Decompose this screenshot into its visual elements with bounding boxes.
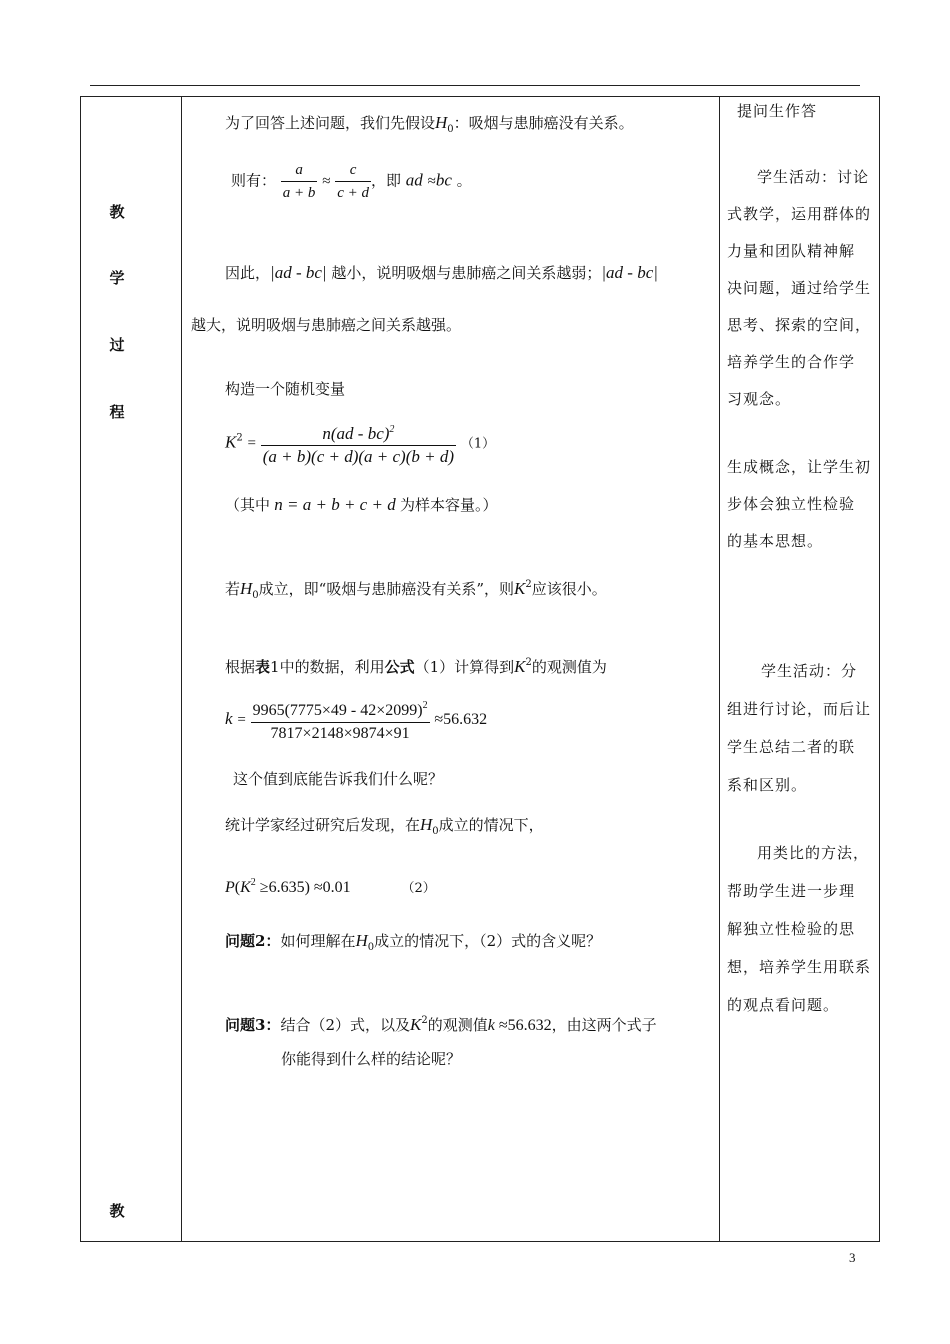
para-compute: 根据表1中的数据，利用公式（1）计算得到$K^2$的观测值为	[225, 657, 607, 676]
para-ratio: 则有： $\frac{a}{a + b}$ ≈ $\frac{c}{c + d}$ ，即 ad ≈bc 。	[231, 159, 472, 204]
question-2: 问题2：如何理解在$H_0$成立的情况下，（2）式的含义呢？	[225, 931, 602, 953]
header-rule	[90, 85, 860, 86]
right-note-1-line-6: 培养学生的合作学	[727, 353, 856, 371]
left-char-1: 教	[109, 203, 125, 221]
formula-k-value: k = $\frac{9965(7775\times 49 - 42\times 2099)^2}{7817\times 2148\times 9874\times 91}$ ≈56.632	[225, 695, 487, 745]
right-note-3-line-1: 学生活动：分	[761, 662, 858, 680]
para-hypothesis: 为了回答上述问题，我们先假设$H_0$：吸烟与患肺癌没有关系。	[225, 113, 634, 135]
right-note-2-line-2: 步体会独立性检验	[727, 495, 856, 513]
lesson-table	[80, 96, 880, 1242]
right-note-1-line-5: 思考、探索的空间，	[727, 316, 872, 334]
right-note-1-line-2: 式教学，运用群体的	[727, 205, 872, 223]
column-divider-2	[719, 97, 720, 1241]
right-note-3-line-4: 系和区别。	[727, 776, 808, 794]
formula-probability: $P(K^2 \ge 6.635) \approx 0.01$ （2）	[225, 877, 436, 896]
para-sample-size: （其中 n = a + b + c + d 为样本容量。）	[225, 495, 498, 514]
para-if-h0: 若$H_0$成立，即“吸烟与患肺癌没有关系”，则$K^2$应该很小。	[225, 579, 607, 601]
right-note-2-line-3: 的基本思想。	[727, 532, 824, 550]
right-note-4-line-4: 想，培养学生用联系	[727, 958, 872, 976]
question-3-line2: 你能得到什么样的结论呢？	[281, 1050, 462, 1068]
page-number: 3	[849, 1250, 856, 1265]
right-note-1-line-7: 习观念。	[727, 390, 792, 408]
right-note-3-line-3: 学生总结二者的联	[727, 738, 856, 756]
question-3: 问题3：结合（2）式，以及$K^2$的观测值k ≈56.632，由这两个式子	[225, 1015, 657, 1034]
formula-k2: $K^2$ = $\frac{n(ad - bc)^2}{(a + b)(c + d)(a + c)(b + d)}$ （1）	[225, 424, 496, 466]
right-note-1-line-3: 力量和团队精神解	[727, 242, 856, 260]
para-therefore-line2: 越大，说明吸烟与患肺癌之间关系越强。	[191, 316, 462, 334]
right-note-4-line-5: 的观点看问题。	[727, 996, 840, 1014]
left-char-2: 学	[109, 269, 125, 287]
right-note-1-line-4: 决问题，通过给学生	[727, 279, 872, 297]
para-construct: 构造一个随机变量	[225, 380, 346, 398]
left-char-4: 程	[109, 403, 125, 421]
right-note-1-line-1: 学生活动：讨论	[757, 168, 870, 186]
para-statistician: 统计学家经过研究后发现，在$H_0$成立的情况下，	[225, 815, 544, 837]
right-note-2-line-1: 生成概念，让学生初	[727, 458, 872, 476]
right-note-4-line-1: 用类比的方法，	[757, 844, 870, 862]
right-note-4-line-3: 解独立性检验的思	[727, 920, 856, 938]
left-char-3: 过	[109, 336, 125, 354]
left-char-5: 教	[109, 1202, 125, 1220]
right-note-4-line-2: 帮助学生进一步理	[727, 882, 856, 900]
para-question: 这个值到底能告诉我们什么呢？	[233, 770, 444, 788]
right-note-0: 提问生作答	[737, 102, 818, 120]
para-therefore: 因此，|ad - bc| 越小，说明吸烟与患肺癌之间关系越弱；|ad - bc|	[225, 263, 658, 282]
column-divider-1	[181, 97, 182, 1241]
right-note-3-line-2: 组进行讨论，而后让	[727, 700, 872, 718]
